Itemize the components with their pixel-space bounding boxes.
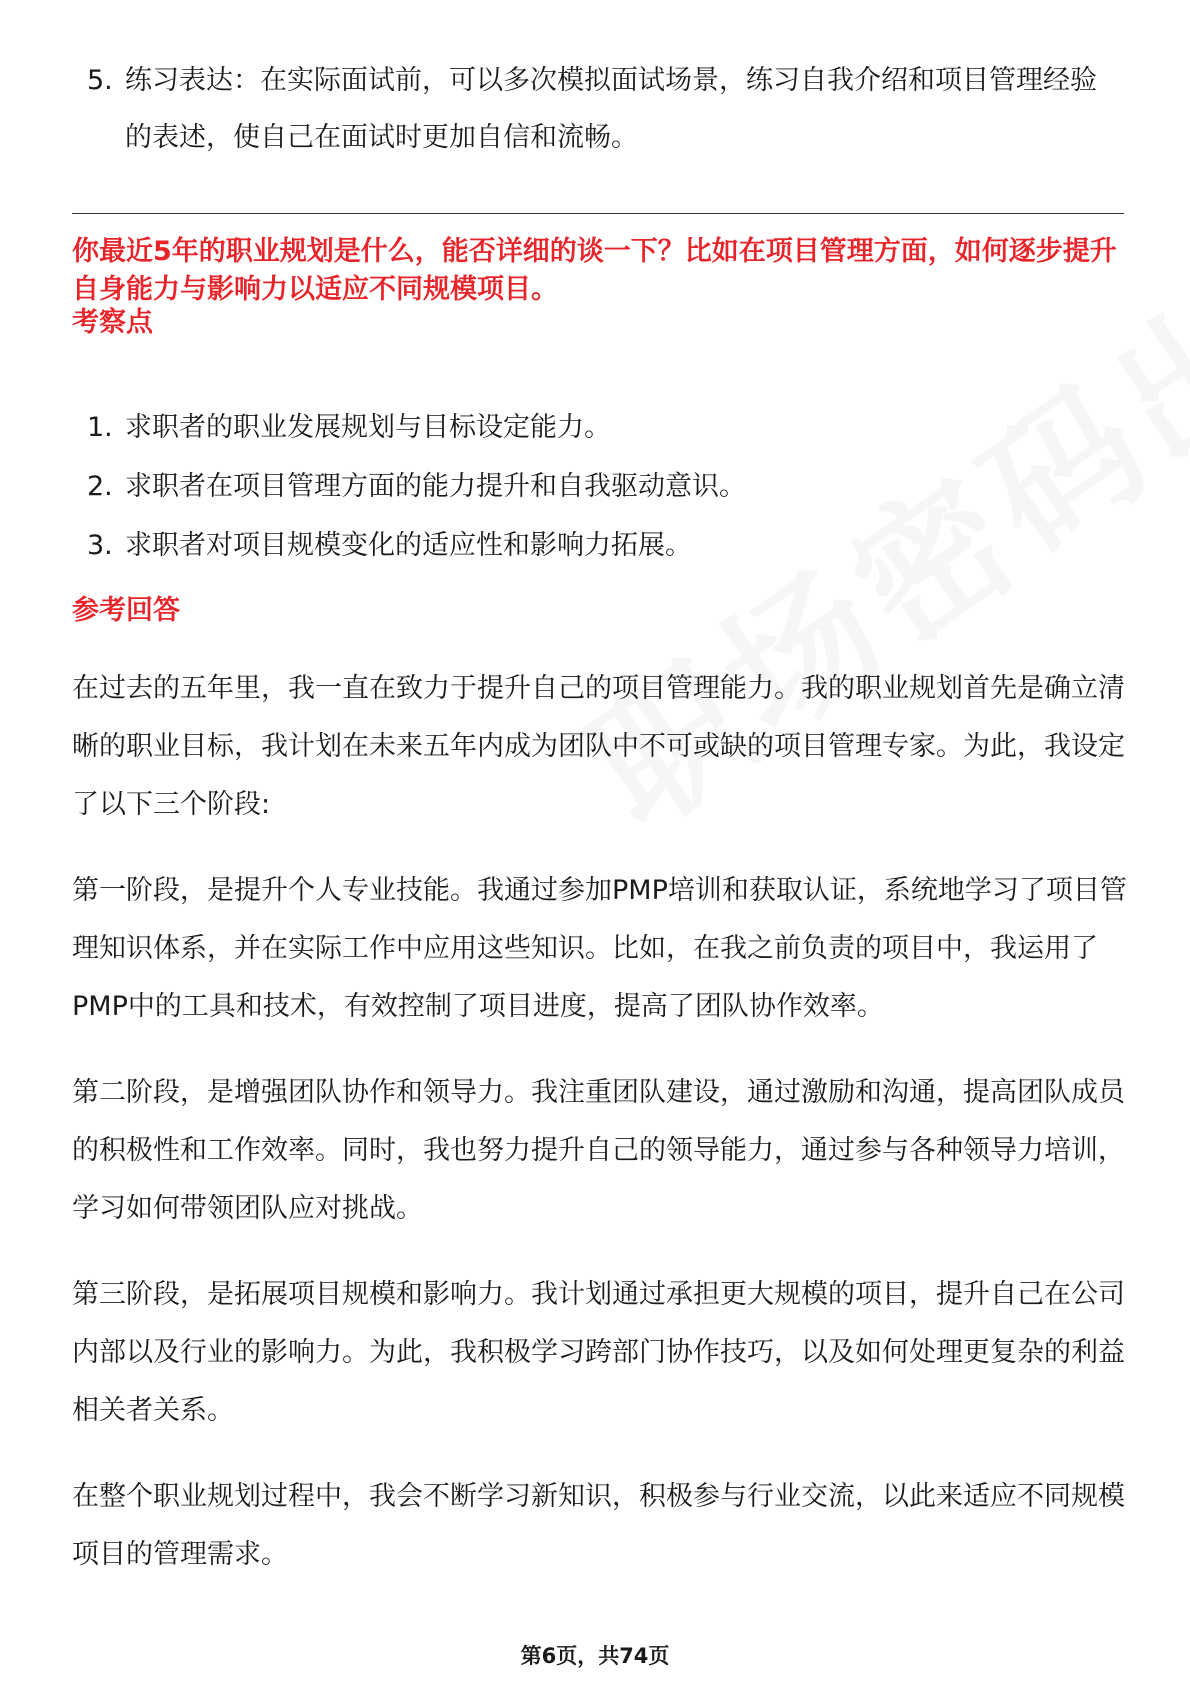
answer-paragraph: 在整个职业规划过程中，我会不断学习新知识，积极参与行业交流，以此来适应不同规模项目的管理需求。	[72, 1481, 1125, 1570]
answer-title: 参考回答	[72, 595, 180, 626]
list-item-number: 2.	[87, 471, 113, 502]
answer-paragraph: 第一阶段，是提升个人专业技能。我通过参加PMP培训和获取认证，系统地学习了项目管理知识体系，并在实际工作中应用这些知识。比如，在我之前负责的项目中，我运用了PMP中的工具和技术，有效控制了项目进度，提高了团队协作效率。	[72, 875, 1127, 1022]
list-item-text: 求职者在项目管理方面的能力提升和自我驱动意识。	[125, 471, 746, 502]
answer-paragraph: 在过去的五年里，我一直在致力于提升自己的项目管理能力。我的职业规划首先是确立清晰的职业目标，我计划在未来五年内成为团队中不可或缺的项目管理专家。为此，我设定了以下三个阶段:	[72, 673, 1125, 820]
tips-list	[72, 52, 1122, 166]
answer-paragraph: 第二阶段，是增强团队协作和领导力。我注重团队建设，通过激励和沟通，提高团队成员的积极性和工作效率。同时，我也努力提升自己的领导能力，通过参与各种领导力培训，学习如何带领团队应对挑战。	[72, 1077, 1125, 1224]
list-item-number: 3.	[87, 530, 113, 561]
list-item-text: 求职者的职业发展规划与目标设定能力。	[125, 412, 611, 443]
list-item	[72, 516, 1122, 575]
list-item-number: 1.	[87, 412, 113, 443]
list-item	[72, 398, 1122, 457]
list-item-text: 练习表达：在实际面试前，可以多次模拟面试场景，练习自我介绍和项目管理经验的表述，使自己在面试时更加自信和流畅。	[125, 65, 1097, 153]
interview-question: 你最近5年的职业规划是什么，能否详细的谈一下？比如在项目管理方面，如何逐步提升自身能力与影响力以适应不同规模项目。	[72, 236, 1117, 305]
page-number: 第6页，共74页	[520, 1644, 670, 1668]
assessment-title: 考察点	[72, 307, 153, 338]
section-divider	[72, 213, 1124, 214]
list-item	[72, 457, 1122, 516]
list-item-text: 求职者对项目规模变化的适应性和影响力拓展。	[125, 530, 692, 561]
assessment-list	[72, 398, 1122, 575]
list-item	[72, 52, 1122, 166]
list-item-number: 5.	[87, 65, 113, 96]
answer-paragraph: 第三阶段，是拓展项目规模和影响力。我计划通过承担更大规模的项目，提升自己在公司内部以及行业的影响力。为此，我积极学习跨部门协作技巧，以及如何处理更复杂的利益相关者关系。	[72, 1279, 1125, 1426]
